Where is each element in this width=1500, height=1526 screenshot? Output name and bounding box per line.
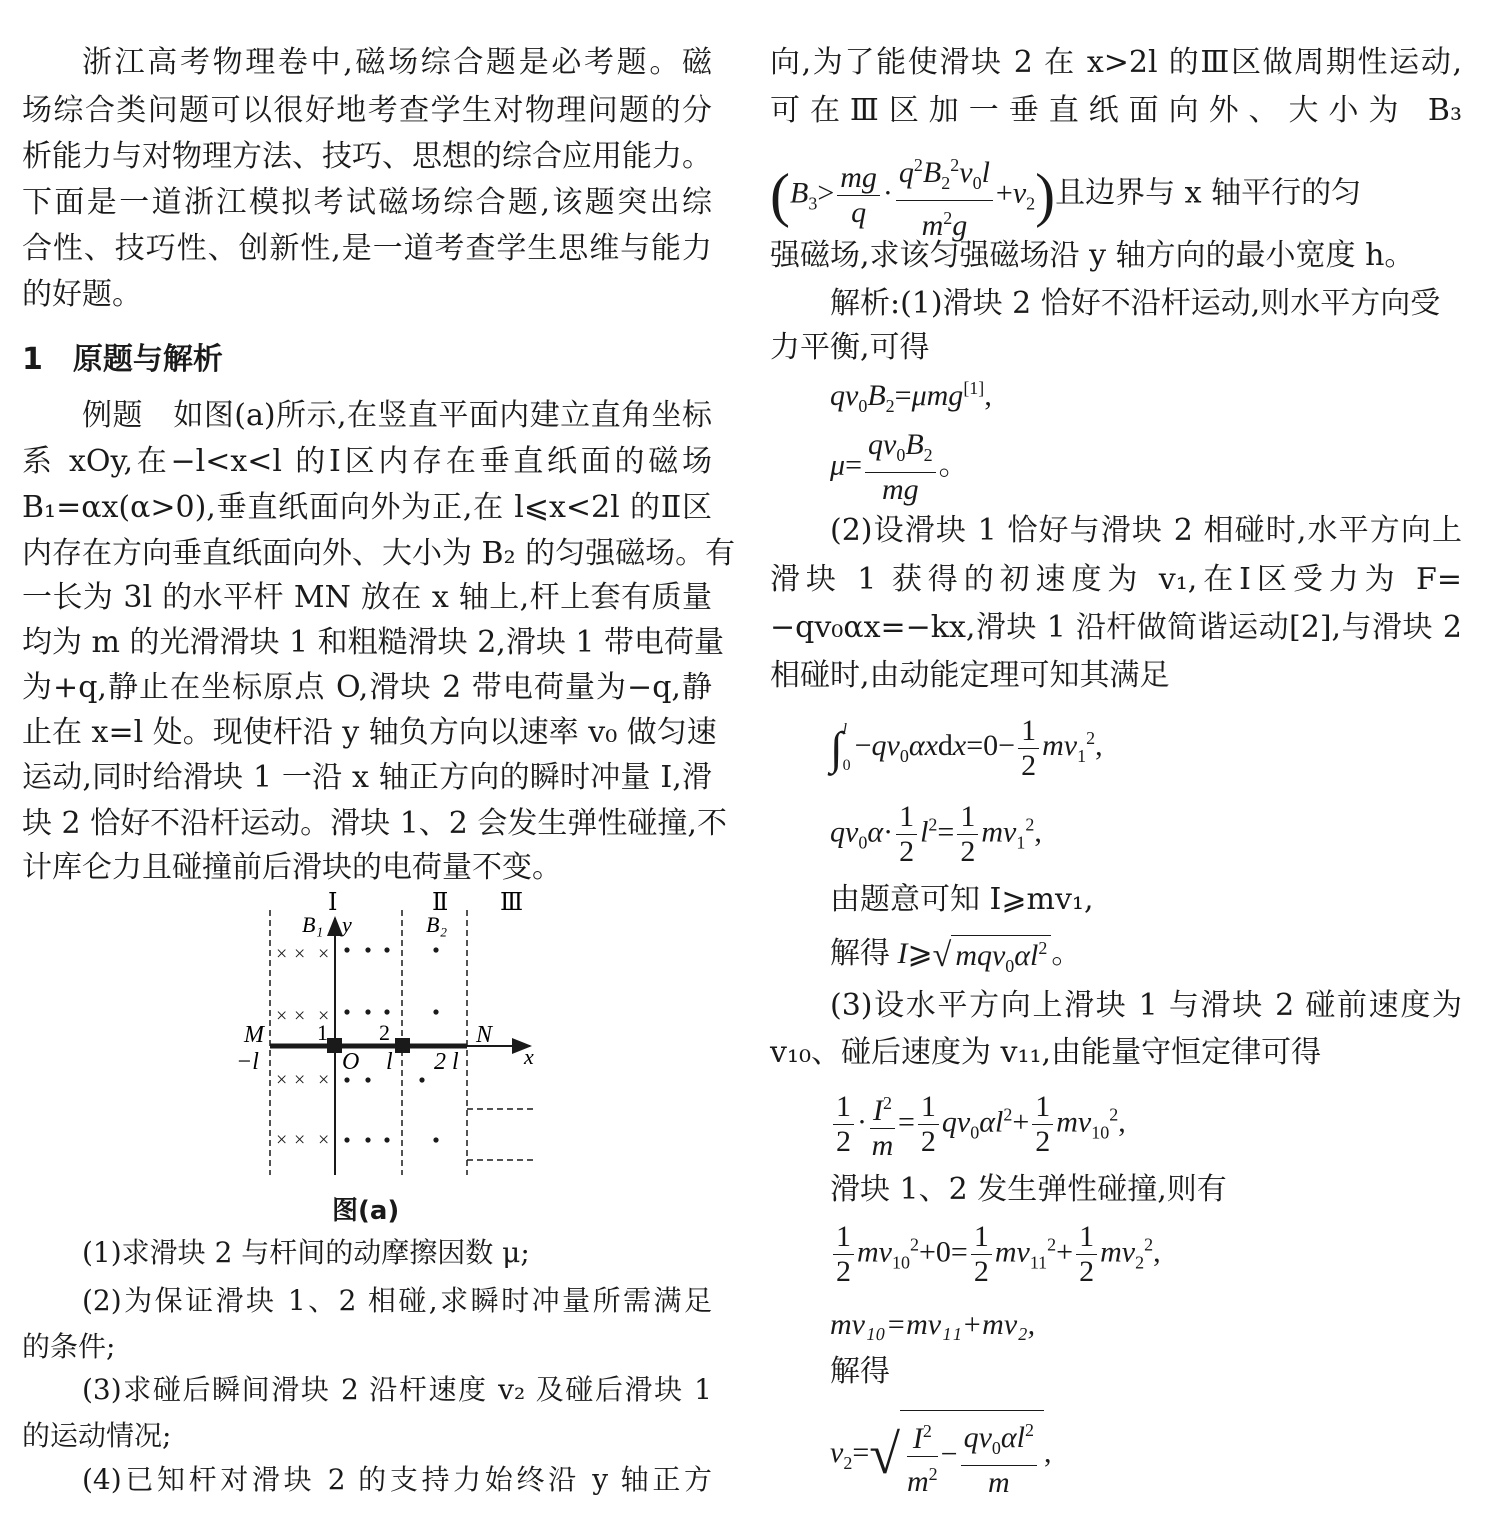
y-axis-label: y <box>342 912 352 937</box>
svg-text:×: × <box>276 943 288 965</box>
problem-line: B₁=αx(α>0),垂直纸面向外为正,在 l⩽x<2l 的Ⅱ区 <box>22 490 712 525</box>
svg-text:×: × <box>318 1005 330 1027</box>
problem-line: 均为 m 的光滑滑块 1 和粗糙滑块 2,滑块 1 带电荷量 <box>22 625 724 660</box>
continued-line: 强磁场,求该匀强磁场沿 y 轴方向的最小宽度 h。 <box>770 238 1415 273</box>
svg-text:×: × <box>294 943 306 965</box>
intro-line: 析能力与对物理方法、技巧、思想的综合应用能力。 <box>22 139 712 174</box>
analysis-line: v₁₀、碰后速度为 v₁₁,由能量守恒定律可得 <box>770 1035 1322 1070</box>
problem-line: 为+q,静止在坐标原点 O,滑块 2 带电荷量为−q,静 <box>22 670 712 705</box>
svg-text:×: × <box>294 1069 306 1091</box>
question-line: 的运动情况; <box>22 1419 172 1452</box>
svg-text:×: × <box>276 1069 288 1091</box>
tick-label-neg-l: −l <box>236 1049 259 1075</box>
problem-line: 运动,同时给滑块 1 一沿 x 轴正方向的瞬时冲量 I,滑 <box>22 760 712 795</box>
question-line: (4)已知杆对滑块 2 的支持力始终沿 y 轴正方 <box>82 1463 712 1496</box>
point-label-n: N <box>476 1022 493 1048</box>
intro-line: 下面是一道浙江模拟考试磁场综合题,该题突出综 <box>22 185 712 220</box>
intro-line: 的好题。 <box>22 277 142 312</box>
point-label-o: O <box>342 1049 360 1075</box>
analysis-line: (2)设滑块 1 恰好与滑块 2 相碰时,水平方向上 <box>830 513 1462 548</box>
problem-line: 计库仑力且碰撞前后滑块的电荷量不变。 <box>22 850 562 885</box>
step-text: 由题意可知 I⩾mv₁, <box>830 882 1094 917</box>
problem-line: 块 2 恰好不沿杆运动。滑块 1、2 会发生弹性碰撞,不 <box>22 806 727 841</box>
step-text: 解得 <box>830 936 890 971</box>
question-line: 的条件; <box>22 1330 116 1363</box>
tick-label-l: l <box>386 1049 393 1075</box>
svg-text:×: × <box>276 1129 288 1151</box>
section-heading: 1 原题与解析 <box>22 342 223 377</box>
problem-line: 止在 x=l 处。现使杆沿 y 轴负方向以速率 v₀ 做匀速 <box>22 715 717 750</box>
continued-line: 向,为了能使滑块 2 在 x>2l 的Ⅲ区做周期性运动, <box>770 45 1462 80</box>
equation-impulse-condition: 解得 I⩾√ $mqv_0\alpha l^2$ 。 <box>830 936 1082 977</box>
slider-2 <box>395 1038 410 1053</box>
equation-energy-conservation: $\frac{1}{2}$ · $\frac{I^2}{m}$ = $\frac{1}{2}$ $qv_0\alpha l^2+$ $\frac{1}{2}$ $mv_{10}^2$, <box>830 1086 1126 1163</box>
intro-line: 合性、技巧性、创新性,是一道考查学生思维与能力 <box>22 231 712 266</box>
equation-v2: $v_2=√$ $\frac{I^2}{m^2}$ − $\frac{qv_0\alpha l^2}{m}$ , <box>830 1410 1052 1500</box>
b3-condition: ($B_3>$ $\frac{mg}{q}$ · $\frac{q^2B_2^2v_0l}{m^2g}$ $+v_2$)且边界与 x 轴平行的匀 <box>770 148 1361 243</box>
b3-condition-tail: 且边界与 x 轴平行的匀 <box>1055 175 1362 211</box>
problem-line: 例题 如图(a)所示,在竖直平面内建立直角坐标 <box>82 398 712 433</box>
analysis-line: (3)设水平方向上滑块 1 与滑块 2 碰前速度为 <box>830 988 1462 1023</box>
intro-line: 浙江高考物理卷中,磁场综合题是必考题。磁 <box>82 45 712 80</box>
x-axis-label: x <box>524 1044 534 1069</box>
slider-label-2: 2 <box>379 1020 390 1045</box>
field-label-b2: B₂ <box>426 912 448 937</box>
question-line: (2)为保证滑块 1、2 相碰,求瞬时冲量所需满足 <box>82 1284 712 1317</box>
problem-line: 系 xOy,在−l<x<l 的Ⅰ区内存在垂直纸面的磁场 <box>22 444 712 479</box>
equation-momentum: mv₁₀=mv₁₁+mv₂, <box>830 1308 1036 1341</box>
equation-integral: ∫ l 0 $-qv_0\alpha xdx=0-$ $\frac{1}{2}$ $mv_1^2$, <box>830 713 1103 782</box>
svg-text:×: × <box>318 943 330 965</box>
slider-label-1: 1 <box>317 1020 328 1045</box>
solve-text: 解得 <box>830 1354 890 1389</box>
problem-line: 一长为 3l 的水平杆 MN 放在 x 轴上,杆上套有质量 <box>22 580 712 615</box>
analysis-line: 力平衡,可得 <box>770 330 930 365</box>
svg-text:×: × <box>318 1129 330 1151</box>
region-label-3: Ⅲ <box>500 890 524 916</box>
intro-line: 场综合类问题可以很好地考查学生对物理问题的分 <box>22 93 712 128</box>
svg-text:×: × <box>276 1005 288 1027</box>
analysis-line: 相碰时,由动能定理可知其满足 <box>770 658 1170 693</box>
region-label-1: Ⅰ <box>328 890 338 916</box>
slider-1 <box>327 1038 342 1053</box>
field-label-b1: B₁ <box>302 912 324 937</box>
equation-mu: μ= $\frac{qv_0B_2}{mg}$ 。 <box>830 428 969 506</box>
question-line: (1)求滑块 2 与杆间的动摩擦因数 μ; <box>82 1236 530 1269</box>
region-label-2: Ⅱ <box>432 890 449 916</box>
problem-line: 内存在方向垂直纸面向外、大小为 B₂ 的匀强磁场。有 <box>22 536 736 571</box>
analysis-line: 滑块 1 获得的初速度为 v₁,在Ⅰ区受力为 F= <box>770 562 1462 597</box>
collision-text: 滑块 1、2 发生弹性碰撞,则有 <box>830 1172 1227 1207</box>
equation-energy: $qv_0\alpha\cdot$ $\frac{1}{2}$ $l^2=$ $\frac{1}{2}$ $mv_1^2$, <box>830 800 1042 868</box>
tick-label-2l: 2 l <box>434 1049 459 1075</box>
equation-balance: $qv_0B_2=\mu mg[1]$, <box>830 378 992 416</box>
svg-text:×: × <box>318 1069 330 1091</box>
svg-text:×: × <box>294 1129 306 1151</box>
point-label-m: M <box>244 1022 264 1048</box>
continued-line: 可在Ⅲ区加一垂直纸面向外、大小为 B₃ <box>770 93 1462 128</box>
equation-kinetic: $\frac{1}{2}$ $mv_{10}^2+0=$ $\frac{1}{2}$ $mv_{11}^2+$ $\frac{1}{2}$ $mv_2^2$, <box>830 1220 1161 1289</box>
analysis-line: −qv₀αx=−kx,滑块 1 沿杆做简谐运动[2],与滑块 2 <box>770 610 1462 645</box>
svg-text:×: × <box>294 1005 306 1027</box>
question-line: (3)求碰后瞬间滑块 2 沿杆速度 v₂ 及碰后滑块 1 <box>82 1373 712 1406</box>
figure-caption: 图(a) <box>332 1196 400 1226</box>
analysis-line: 解析:(1)滑块 2 恰好不沿杆运动,则水平方向受 <box>830 286 1441 321</box>
figure-a-diagram <box>202 880 542 1180</box>
